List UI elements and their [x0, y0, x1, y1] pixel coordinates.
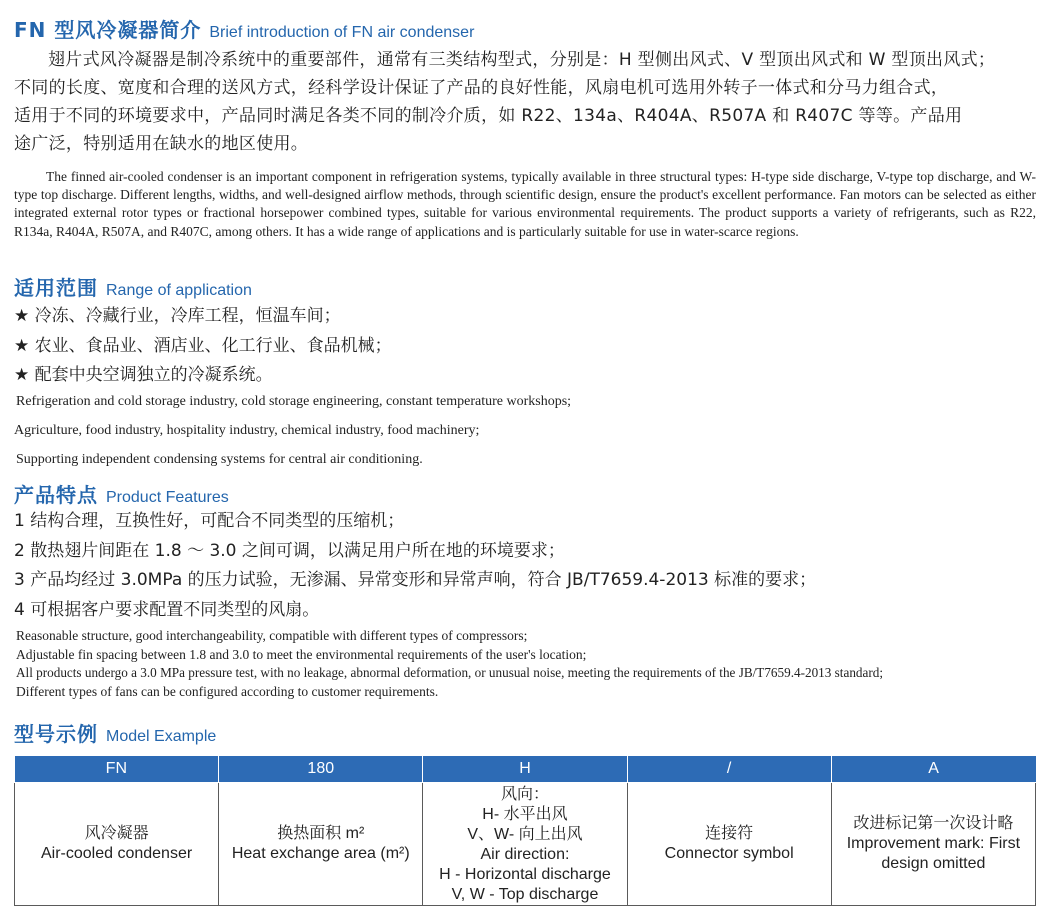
- model-heading-en: Model Example: [106, 728, 217, 745]
- list-item: Reasonable structure, good interchangeability, compatible with different types of compressors;: [16, 628, 528, 643]
- list-item: 2 散热翅片间距在 1.8 ～ 3.0 之间可调，以满足用户所在地的环境要求；: [14, 540, 565, 561]
- cell-line: 风冷凝器: [84, 825, 149, 842]
- model-heading-zh: 型号示例: [14, 722, 98, 746]
- cell-line: 换热面积 m²: [277, 825, 365, 842]
- intro-heading-zh: FN 型风冷凝器简介: [14, 18, 202, 42]
- list-item: ★ 农业、食品业、酒店业、化工行业、食品机械；: [14, 335, 392, 356]
- model-cell-connector: [627, 783, 831, 906]
- list-item: ★ 冷冻、冷藏行业，冷库工程，恒温车间；: [14, 306, 341, 326]
- application-list-zh: [14, 302, 392, 391]
- cell-line: Connector symbol: [664, 845, 794, 862]
- list-item: Adjustable fin spacing between 1.8 and 3.0 to meet the environmental requirements of the user's location;: [16, 646, 587, 662]
- features-list-en: [16, 627, 883, 701]
- model-header-cell: A: [831, 756, 1035, 783]
- model-table: [14, 756, 1036, 906]
- list-item: Different types of fans can be configured according to customer requirements.: [16, 683, 439, 699]
- cell-line: Air-cooled condenser: [40, 845, 193, 862]
- list-item: Refrigeration and cold storage industry, cold storage engineering, constant temperature workshops;: [16, 394, 572, 409]
- list-item: 1 结构合理，互换性好，可配合不同类型的压缩机；: [14, 511, 405, 531]
- list-item: 3 产品均经过 3.0MPa 的压力试验，无渗漏、异常变形和异常声响，符合 JB/T7659.4-2013 标准的要求；: [14, 570, 817, 590]
- model-cell-improvement: [831, 783, 1035, 906]
- application-heading-en: Range of application: [106, 282, 252, 299]
- list-item: ★ 配套中央空调独立的冷凝系统。: [14, 365, 273, 385]
- cell-line: V, W - Top discharge: [451, 886, 599, 903]
- intro-line: 适用于不同的环境要求中，产品同时满足各类不同的制冷介质，如 R22、134a、R404A、R507A 和 R407C 等等。产品用: [14, 106, 963, 126]
- model-heading: [14, 718, 216, 747]
- cell-line: 改进标记第一次设计略: [853, 815, 1014, 832]
- intro-heading-en: Brief introduction of FN air condenser: [209, 24, 475, 41]
- model-table-header-row: [15, 756, 1036, 783]
- model-header-cell: /: [627, 756, 831, 783]
- features-list-zh: [14, 507, 816, 625]
- application-heading: [14, 272, 252, 301]
- model-cell-direction: [423, 783, 627, 906]
- model-header-cell: 180: [219, 756, 423, 783]
- model-header-cell: H: [423, 756, 627, 783]
- cell-line: Heat exchange area (m²): [231, 845, 410, 862]
- cell-line: H - Horizontal discharge: [439, 866, 611, 883]
- cell-line: Air direction:: [480, 846, 570, 863]
- model-table-row: [15, 783, 1036, 906]
- features-heading-zh: 产品特点: [14, 483, 98, 507]
- intro-line: 途广泛，特别适用在缺水的地区使用。: [14, 134, 309, 154]
- intro-heading: [14, 14, 474, 43]
- cell-line: 连接符: [705, 825, 754, 842]
- cell-line: V、W- 向上出风: [467, 826, 583, 843]
- cell-line: Improvement mark: First: [846, 835, 1021, 852]
- intro-paragraph-en: The finned air-cooled condenser is an important component in refrigeration systems, typically available in three structural types: H-type side discharge, V-type top discharge, and W-type top discharge. Different lengths, widths, and well-designed airflow methods, through scientific design, ensure the product's excellent performance. Fan motors can be selected as either integrated external rotor types or fractional horsepower combined types, suitable for various environmental requirements. The product supports a variety of refrigerants, such as R22, R134a, R404A, R507A, and R407C, among others. It has a wide range of applications and is particularly suitable for use in water-scarce regions.: [14, 169, 1036, 239]
- model-cell-condenser: [15, 783, 219, 906]
- intro-paragraph-zh: [14, 46, 1038, 158]
- cell-line: 风向：: [500, 786, 549, 803]
- list-item: Agriculture, food industry, hospitality industry, chemical industry, food machinery;: [14, 423, 480, 438]
- intro-line: 不同的长度、宽度和合理的送风方式，经科学设计保证了产品的良好性能，风扇电机可选用外转子一体式和分马力组合式，: [14, 78, 949, 98]
- list-item: 4 可根据客户要求配置不同类型的风扇。: [14, 599, 320, 620]
- model-cell-area: [219, 783, 423, 906]
- model-header-cell: FN: [15, 756, 219, 783]
- list-item: All products undergo a 3.0 MPa pressure test, with no leakage, abnormal deformation, or unusual noise, meeting the requirements of the JB/T7659.4-2013 standard;: [16, 665, 884, 680]
- cell-line: H- 水平出风: [482, 806, 568, 823]
- application-heading-zh: 适用范围: [14, 276, 98, 300]
- list-item: Supporting independent condensing systems for central air conditioning.: [16, 452, 423, 467]
- cell-line: design omitted: [881, 855, 986, 872]
- features-heading-en: Product Features: [106, 489, 229, 506]
- features-heading: [14, 479, 229, 508]
- intro-line: 翅片式风冷凝器是制冷系统中的重要部件，通常有三类结构型式，分别是：H 型侧出风式、V 型顶出风式和 W 型顶出风式；: [48, 50, 996, 70]
